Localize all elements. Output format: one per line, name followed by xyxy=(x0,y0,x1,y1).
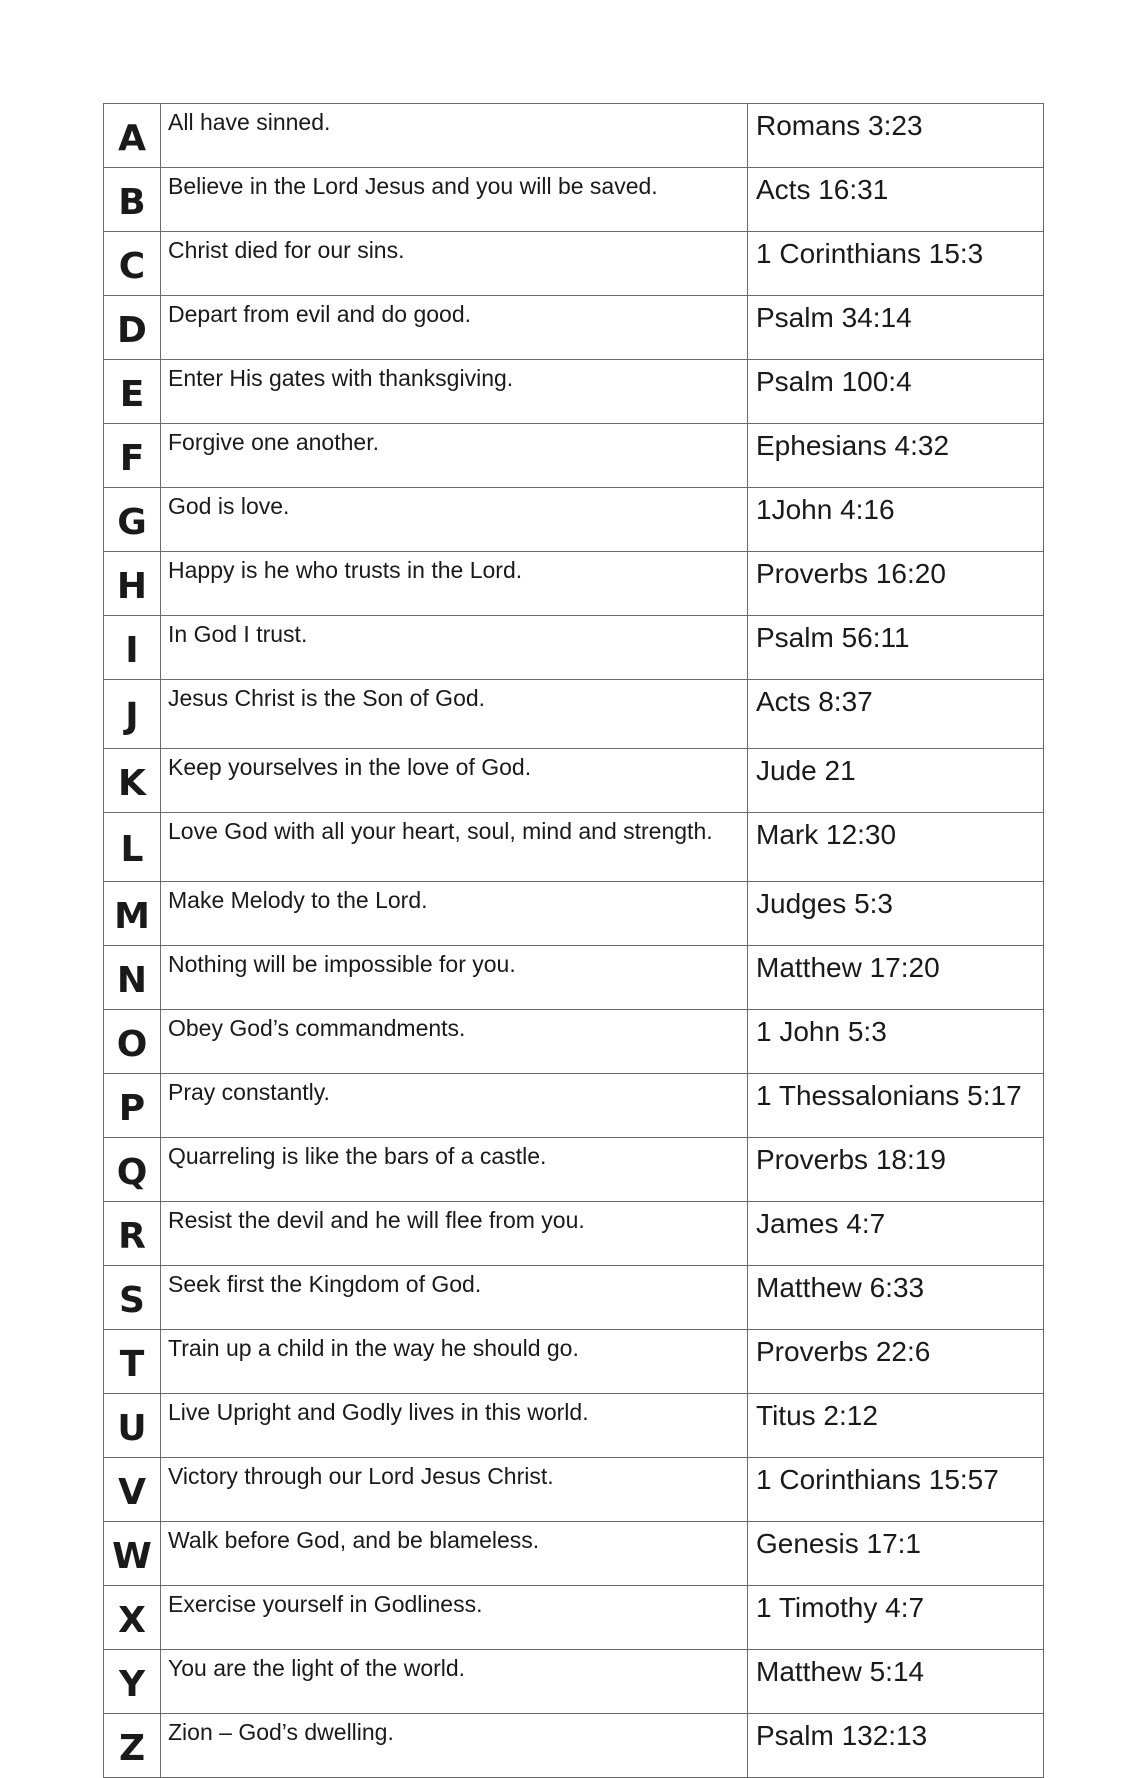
row-verse-text: Jesus Christ is the Son of God. xyxy=(161,680,748,749)
verse-table-body xyxy=(104,104,1044,1778)
row-letter: E xyxy=(104,360,161,424)
table-row xyxy=(104,424,1044,488)
row-letter: W xyxy=(104,1522,161,1586)
table-row xyxy=(104,168,1044,232)
row-reference: Romans 3:23 xyxy=(748,104,1044,168)
row-reference: Mark 12:30 xyxy=(748,813,1044,882)
table-row xyxy=(104,1266,1044,1330)
row-verse-text: Christ died for our sins. xyxy=(161,232,748,296)
row-verse-text: God is love. xyxy=(161,488,748,552)
table-row xyxy=(104,104,1044,168)
row-reference: Titus 2:12 xyxy=(748,1394,1044,1458)
table-row xyxy=(104,1650,1044,1714)
table-row xyxy=(104,882,1044,946)
row-letter: R xyxy=(104,1202,161,1266)
row-reference: Proverbs 16:20 xyxy=(748,552,1044,616)
row-verse-text: Make Melody to the Lord. xyxy=(161,882,748,946)
row-letter: O xyxy=(104,1010,161,1074)
row-reference: Acts 8:37 xyxy=(748,680,1044,749)
row-reference: Psalm 100:4 xyxy=(748,360,1044,424)
row-verse-text: Pray constantly. xyxy=(161,1074,748,1138)
row-letter: G xyxy=(104,488,161,552)
row-reference: Acts 16:31 xyxy=(748,168,1044,232)
row-verse-text: Resist the devil and he will flee from you. xyxy=(161,1202,748,1266)
row-letter: L xyxy=(104,813,161,882)
table-row xyxy=(104,1458,1044,1522)
row-reference: Proverbs 22:6 xyxy=(748,1330,1044,1394)
row-letter: J xyxy=(104,680,161,749)
row-reference: Psalm 34:14 xyxy=(748,296,1044,360)
row-verse-text: Obey God’s commandments. xyxy=(161,1010,748,1074)
row-verse-text: You are the light of the world. xyxy=(161,1650,748,1714)
row-reference: 1 Corinthians 15:3 xyxy=(748,232,1044,296)
row-verse-text: Love God with all your heart, soul, mind and strength. xyxy=(161,813,748,882)
row-verse-text: Exercise yourself in Godliness. xyxy=(161,1586,748,1650)
table-row xyxy=(104,1010,1044,1074)
row-verse-text: Happy is he who trusts in the Lord. xyxy=(161,552,748,616)
table-row xyxy=(104,360,1044,424)
row-verse-text: Victory through our Lord Jesus Christ. xyxy=(161,1458,748,1522)
table-row xyxy=(104,552,1044,616)
row-reference: 1 Timothy 4:7 xyxy=(748,1586,1044,1650)
row-verse-text: Train up a child in the way he should go. xyxy=(161,1330,748,1394)
row-verse-text: Forgive one another. xyxy=(161,424,748,488)
alphabet-verse-table xyxy=(103,103,1044,1778)
table-row xyxy=(104,946,1044,1010)
row-letter: H xyxy=(104,552,161,616)
row-letter: Y xyxy=(104,1650,161,1714)
row-letter: N xyxy=(104,946,161,1010)
row-letter: V xyxy=(104,1458,161,1522)
row-verse-text: In God I trust. xyxy=(161,616,748,680)
table-row xyxy=(104,232,1044,296)
row-reference: Genesis 17:1 xyxy=(748,1522,1044,1586)
table-row xyxy=(104,1714,1044,1778)
row-letter: X xyxy=(104,1586,161,1650)
row-verse-text: Walk before God, and be blameless. xyxy=(161,1522,748,1586)
row-reference: James 4:7 xyxy=(748,1202,1044,1266)
row-letter: P xyxy=(104,1074,161,1138)
row-reference: Ephesians 4:32 xyxy=(748,424,1044,488)
row-reference: 1 Corinthians 15:57 xyxy=(748,1458,1044,1522)
table-row xyxy=(104,1138,1044,1202)
table-row xyxy=(104,1330,1044,1394)
row-verse-text: Zion – God’s dwelling. xyxy=(161,1714,748,1778)
row-verse-text: Believe in the Lord Jesus and you will be saved. xyxy=(161,168,748,232)
row-reference: Jude 21 xyxy=(748,749,1044,813)
row-reference: 1 John 5:3 xyxy=(748,1010,1044,1074)
row-verse-text: Enter His gates with thanksgiving. xyxy=(161,360,748,424)
table-row xyxy=(104,1522,1044,1586)
row-reference: Psalm 56:11 xyxy=(748,616,1044,680)
row-letter: Z xyxy=(104,1714,161,1778)
row-letter: S xyxy=(104,1266,161,1330)
row-letter: C xyxy=(104,232,161,296)
table-row xyxy=(104,488,1044,552)
row-reference: Matthew 6:33 xyxy=(748,1266,1044,1330)
row-verse-text: Quarreling is like the bars of a castle. xyxy=(161,1138,748,1202)
table-row xyxy=(104,813,1044,882)
row-reference: Matthew 5:14 xyxy=(748,1650,1044,1714)
table-row xyxy=(104,616,1044,680)
table-row xyxy=(104,296,1044,360)
row-reference: Proverbs 18:19 xyxy=(748,1138,1044,1202)
row-letter: A xyxy=(104,104,161,168)
row-letter: U xyxy=(104,1394,161,1458)
row-reference: 1 Thessalonians 5:17 xyxy=(748,1074,1044,1138)
row-letter: I xyxy=(104,616,161,680)
table-row xyxy=(104,1586,1044,1650)
row-verse-text: All have sinned. xyxy=(161,104,748,168)
table-row xyxy=(104,749,1044,813)
row-reference: Judges 5:3 xyxy=(748,882,1044,946)
row-letter: T xyxy=(104,1330,161,1394)
table-row xyxy=(104,1394,1044,1458)
row-verse-text: Depart from evil and do good. xyxy=(161,296,748,360)
table-row xyxy=(104,680,1044,749)
row-letter: D xyxy=(104,296,161,360)
table-row xyxy=(104,1074,1044,1138)
row-letter: Q xyxy=(104,1138,161,1202)
row-reference: Psalm 132:13 xyxy=(748,1714,1044,1778)
row-verse-text: Nothing will be impossible for you. xyxy=(161,946,748,1010)
row-reference: 1John 4:16 xyxy=(748,488,1044,552)
row-letter: K xyxy=(104,749,161,813)
row-letter: B xyxy=(104,168,161,232)
row-letter: M xyxy=(104,882,161,946)
row-letter: F xyxy=(104,424,161,488)
row-reference: Matthew 17:20 xyxy=(748,946,1044,1010)
table-row xyxy=(104,1202,1044,1266)
row-verse-text: Keep yourselves in the love of God. xyxy=(161,749,748,813)
row-verse-text: Live Upright and Godly lives in this world. xyxy=(161,1394,748,1458)
row-verse-text: Seek first the Kingdom of God. xyxy=(161,1266,748,1330)
